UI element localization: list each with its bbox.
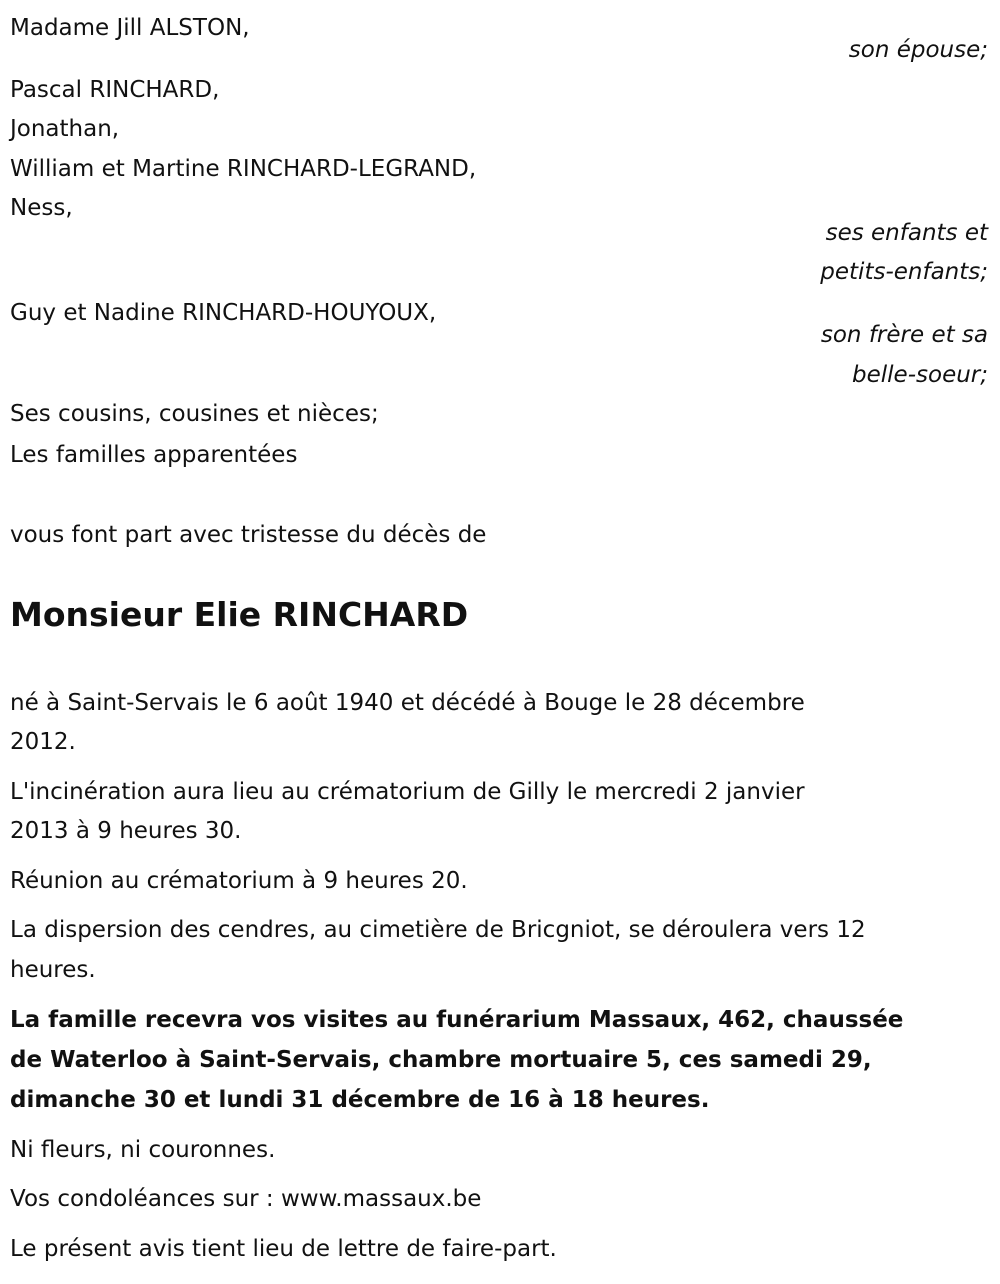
children-role: petits-enfants; xyxy=(820,259,988,285)
child-name: Jonathan, xyxy=(10,116,120,142)
spouse-name: Madame Jill ALSTON, xyxy=(10,15,250,41)
visits-line: La famille recevra vos visites au funérarium Massaux, 462, chaussée xyxy=(10,1007,904,1033)
condolences-link[interactable]: www.massaux.be xyxy=(280,1186,482,1212)
condolences-label: Vos condoléances sur : xyxy=(10,1186,281,1212)
deceased-name: Monsieur Elie RINCHARD xyxy=(10,595,469,634)
dispersion-line: La dispersion des cendres, au cimetière de Bricgniot, se déroulera vers 12 xyxy=(10,917,866,943)
cremation-line: 2013 à 9 heures 30. xyxy=(10,818,242,844)
other-relatives: Ses cousins, cousines et nièces; xyxy=(10,401,379,427)
other-relatives: Les familles apparentées xyxy=(10,442,298,468)
cremation-line: L'incinération aura lieu au crématorium de Gilly le mercredi 2 janvier xyxy=(10,779,805,805)
dispersion-line: heures. xyxy=(10,957,96,983)
sibling-role: belle-soeur; xyxy=(852,362,988,388)
birth-death-line: 2012. xyxy=(10,729,76,755)
sibling-role: son frère et sa xyxy=(820,322,988,348)
flowers-note: Ni fleurs, ni couronnes. xyxy=(10,1137,276,1163)
birth-death-line: né à Saint-Servais le 6 août 1940 et décédé à Bouge le 28 décembre xyxy=(10,690,805,716)
visits-line: dimanche 30 et lundi 31 décembre de 16 à 18 heures. xyxy=(10,1087,710,1113)
announcement: vous font part avec tristesse du décès de xyxy=(10,522,487,548)
visits-line: de Waterloo à Saint-Servais, chambre mortuaire 5, ces samedi 29, xyxy=(10,1047,872,1073)
notice-line: Le présent avis tient lieu de lettre de faire-part. xyxy=(10,1236,557,1262)
child-name: Ness, xyxy=(10,195,73,221)
child-name: William et Martine RINCHARD-LEGRAND, xyxy=(10,156,477,182)
spouse-role: son épouse; xyxy=(848,37,988,63)
sibling-name: Guy et Nadine RINCHARD-HOUYOUX, xyxy=(10,300,437,326)
children-role: ses enfants et xyxy=(825,220,988,246)
condolences-line xyxy=(10,1184,481,1214)
meeting-info: Réunion au crématorium à 9 heures 20. xyxy=(10,868,468,894)
child-name: Pascal RINCHARD, xyxy=(10,77,220,103)
